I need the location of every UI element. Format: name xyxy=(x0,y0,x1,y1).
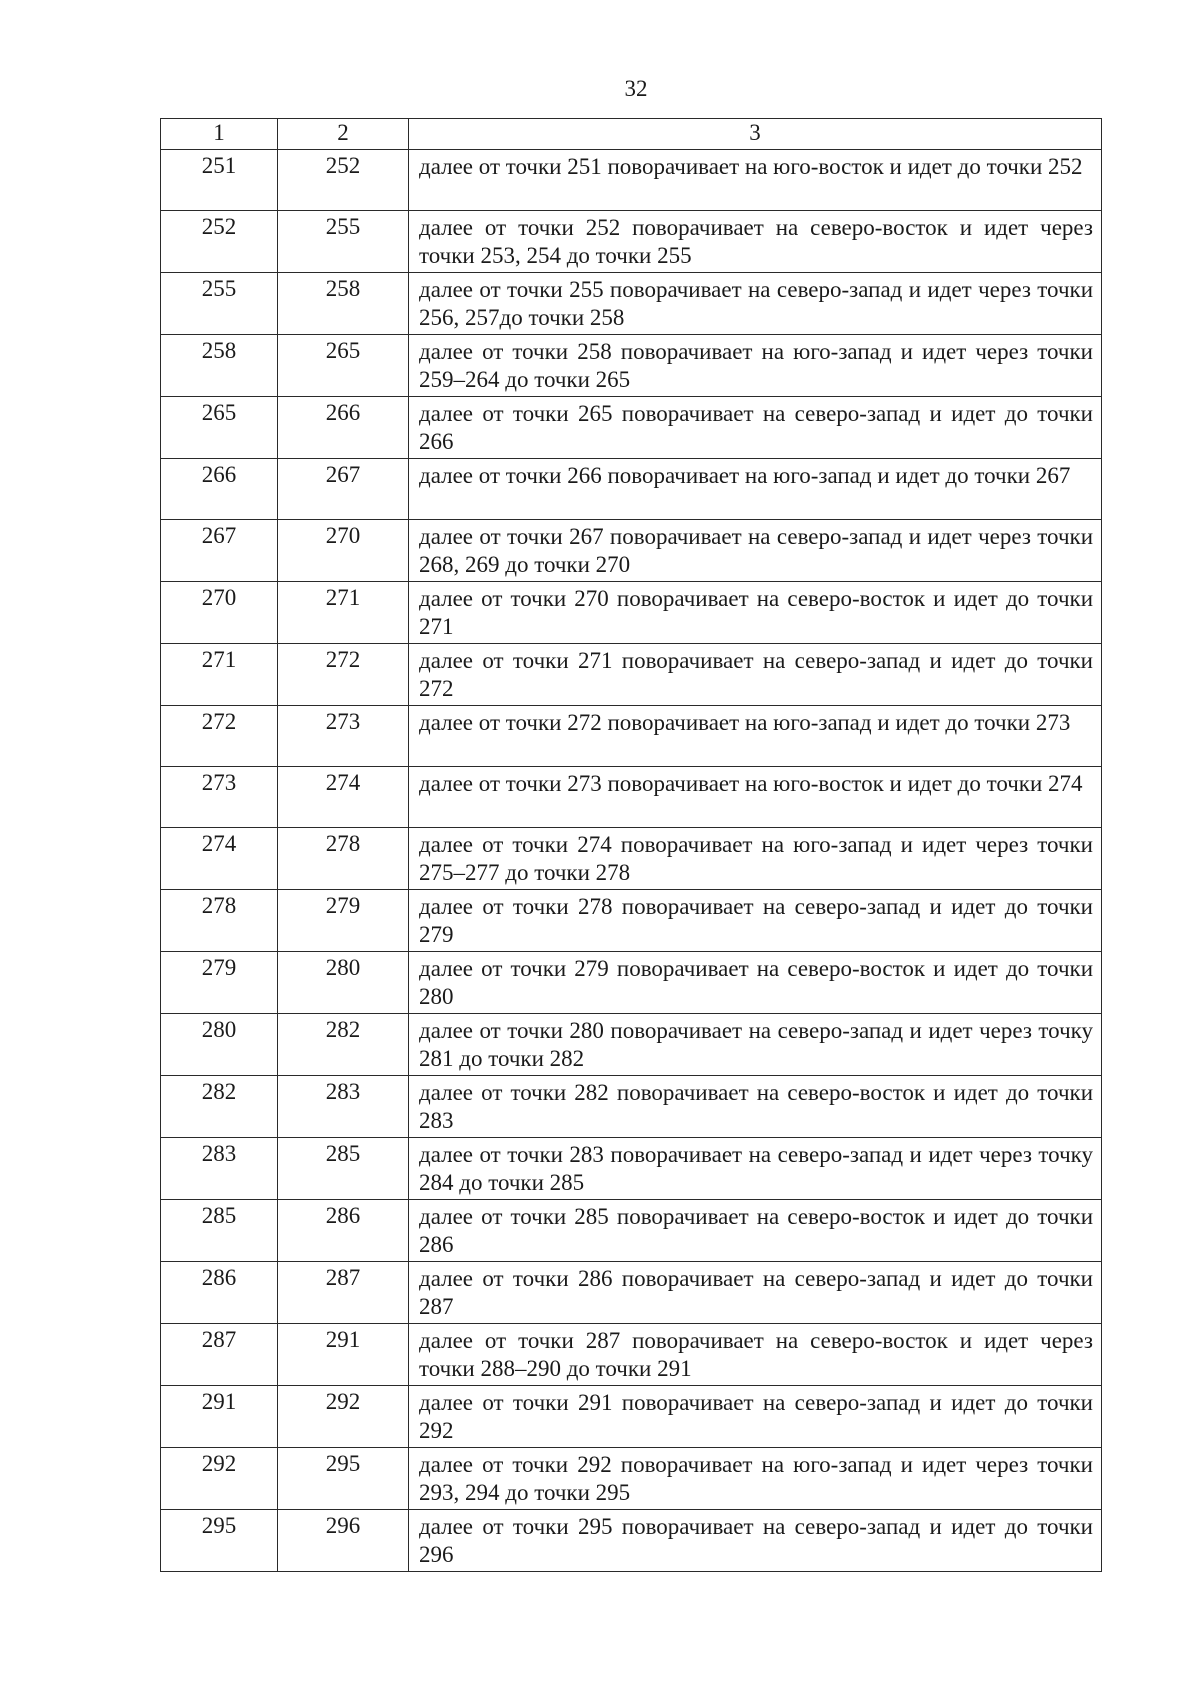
description-cell: далее от точки 258 поворачивает на юго-запад и идет через точки 259–264 до точки 265 xyxy=(409,335,1102,397)
table-row xyxy=(161,459,1102,520)
from-point-cell: 286 xyxy=(161,1262,278,1324)
description-cell: далее от точки 271 поворачивает на северо-запад и идет до точки 272 xyxy=(409,644,1102,706)
to-point-cell: 296 xyxy=(278,1510,409,1572)
description-cell: далее от точки 291 поворачивает на северо-запад и идет до точки 292 xyxy=(409,1386,1102,1448)
from-point-cell: 295 xyxy=(161,1510,278,1572)
to-point-cell: 282 xyxy=(278,1014,409,1076)
table-row xyxy=(161,582,1102,644)
column-header-1: 1 xyxy=(161,119,278,150)
column-header-2: 2 xyxy=(278,119,409,150)
to-point-cell: 295 xyxy=(278,1448,409,1510)
to-point-cell: 280 xyxy=(278,952,409,1014)
to-point-cell: 266 xyxy=(278,397,409,459)
description-cell: далее от точки 278 поворачивает на северо-запад и идет до точки 279 xyxy=(409,890,1102,952)
description-cell: далее от точки 252 поворачивает на северо-восток и идет через точки 253, 254 до точки 255 xyxy=(409,211,1102,273)
table-row xyxy=(161,1014,1102,1076)
description-cell: далее от точки 283 поворачивает на северо-запад и идет через точку 284 до точки 285 xyxy=(409,1138,1102,1200)
table-row xyxy=(161,1138,1102,1200)
table-row xyxy=(161,211,1102,273)
description-cell: далее от точки 270 поворачивает на северо-восток и идет до точки 271 xyxy=(409,582,1102,644)
to-point-cell: 271 xyxy=(278,582,409,644)
to-point-cell: 258 xyxy=(278,273,409,335)
from-point-cell: 282 xyxy=(161,1076,278,1138)
from-point-cell: 267 xyxy=(161,520,278,582)
description-cell: далее от точки 265 поворачивает на северо-запад и идет до точки 266 xyxy=(409,397,1102,459)
table-row xyxy=(161,767,1102,828)
description-cell: далее от точки 279 поворачивает на северо-восток и идет до точки 280 xyxy=(409,952,1102,1014)
table-row xyxy=(161,828,1102,890)
from-point-cell: 280 xyxy=(161,1014,278,1076)
description-cell: далее от точки 273 поворачивает на юго-восток и идет до точки 274 xyxy=(409,767,1102,828)
from-point-cell: 283 xyxy=(161,1138,278,1200)
from-point-cell: 255 xyxy=(161,273,278,335)
table-row xyxy=(161,952,1102,1014)
description-cell: далее от точки 292 поворачивает на юго-запад и идет через точки 293, 294 до точки 295 xyxy=(409,1448,1102,1510)
to-point-cell: 283 xyxy=(278,1076,409,1138)
from-point-cell: 278 xyxy=(161,890,278,952)
description-cell: далее от точки 287 поворачивает на северо-восток и идет через точки 288–290 до точки 291 xyxy=(409,1324,1102,1386)
to-point-cell: 252 xyxy=(278,150,409,211)
to-point-cell: 287 xyxy=(278,1262,409,1324)
description-cell: далее от точки 274 поворачивает на юго-запад и идет через точки 275–277 до точки 278 xyxy=(409,828,1102,890)
description-cell: далее от точки 272 поворачивает на юго-запад и идет до точки 273 xyxy=(409,706,1102,767)
from-point-cell: 270 xyxy=(161,582,278,644)
description-cell: далее от точки 286 поворачивает на северо-запад и идет до точки 287 xyxy=(409,1262,1102,1324)
table-row xyxy=(161,1076,1102,1138)
table-row xyxy=(161,890,1102,952)
from-point-cell: 279 xyxy=(161,952,278,1014)
from-point-cell: 273 xyxy=(161,767,278,828)
from-point-cell: 252 xyxy=(161,211,278,273)
table-row xyxy=(161,1200,1102,1262)
from-point-cell: 291 xyxy=(161,1386,278,1448)
from-point-cell: 251 xyxy=(161,150,278,211)
table-row xyxy=(161,1324,1102,1386)
to-point-cell: 274 xyxy=(278,767,409,828)
table-row xyxy=(161,644,1102,706)
table-header xyxy=(161,119,1102,150)
description-cell: далее от точки 295 поворачивает на северо-запад и идет до точки 296 xyxy=(409,1510,1102,1572)
description-cell: далее от точки 266 поворачивает на юго-запад и идет до точки 267 xyxy=(409,459,1102,520)
to-point-cell: 255 xyxy=(278,211,409,273)
boundary-table xyxy=(160,118,1102,1572)
table-row xyxy=(161,1262,1102,1324)
from-point-cell: 258 xyxy=(161,335,278,397)
table-row xyxy=(161,150,1102,211)
table-row xyxy=(161,273,1102,335)
table-row xyxy=(161,397,1102,459)
to-point-cell: 272 xyxy=(278,644,409,706)
header-row xyxy=(161,119,1102,150)
table-row xyxy=(161,1510,1102,1572)
to-point-cell: 285 xyxy=(278,1138,409,1200)
from-point-cell: 274 xyxy=(161,828,278,890)
table-row xyxy=(161,335,1102,397)
to-point-cell: 286 xyxy=(278,1200,409,1262)
to-point-cell: 278 xyxy=(278,828,409,890)
from-point-cell: 285 xyxy=(161,1200,278,1262)
from-point-cell: 272 xyxy=(161,706,278,767)
to-point-cell: 270 xyxy=(278,520,409,582)
table-row xyxy=(161,1386,1102,1448)
table-body xyxy=(161,150,1102,1572)
from-point-cell: 292 xyxy=(161,1448,278,1510)
description-cell: далее от точки 280 поворачивает на северо-запад и идет через точку 281 до точки 282 xyxy=(409,1014,1102,1076)
from-point-cell: 266 xyxy=(161,459,278,520)
to-point-cell: 292 xyxy=(278,1386,409,1448)
table-row xyxy=(161,1448,1102,1510)
from-point-cell: 265 xyxy=(161,397,278,459)
from-point-cell: 287 xyxy=(161,1324,278,1386)
from-point-cell: 271 xyxy=(161,644,278,706)
description-cell: далее от точки 255 поворачивает на северо-запад и идет через точки 256, 257до точки 258 xyxy=(409,273,1102,335)
table-row xyxy=(161,706,1102,767)
table-row xyxy=(161,520,1102,582)
to-point-cell: 279 xyxy=(278,890,409,952)
page-number: 32 xyxy=(624,76,648,101)
description-cell: далее от точки 285 поворачивает на северо-восток и идет до точки 286 xyxy=(409,1200,1102,1262)
description-cell: далее от точки 282 поворачивает на северо-восток и идет до точки 283 xyxy=(409,1076,1102,1138)
description-cell: далее от точки 251 поворачивает на юго-восток и идет до точки 252 xyxy=(409,150,1102,211)
column-header-3: 3 xyxy=(409,119,1102,150)
description-cell: далее от точки 267 поворачивает на северо-запад и идет через точки 268, 269 до точки 270 xyxy=(409,520,1102,582)
to-point-cell: 267 xyxy=(278,459,409,520)
to-point-cell: 291 xyxy=(278,1324,409,1386)
to-point-cell: 273 xyxy=(278,706,409,767)
to-point-cell: 265 xyxy=(278,335,409,397)
